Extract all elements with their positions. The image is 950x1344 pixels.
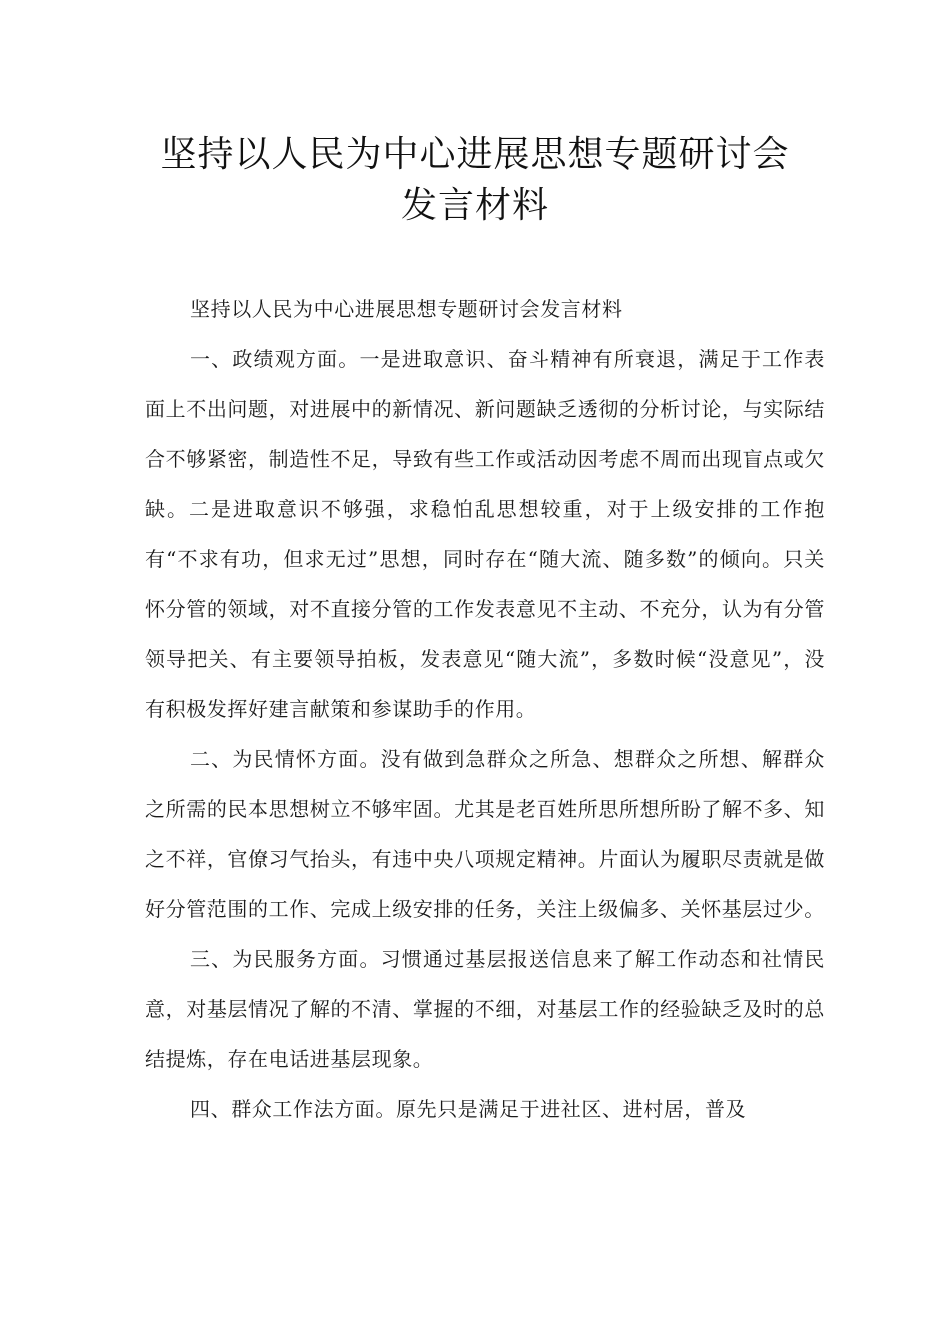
- document-title-line-2: 发言材料: [400, 185, 549, 226]
- body-paragraph-people-sentiment: 二、为民情怀方面。没有做到急群众之所急、想群众之所想、解群众之所需的民本思想树立不够牢固。尤其是老百姓所思所想所盼了解不多、知之不祥，官僚习气抬头，有违中央八项规定精神。片面认为履职尽责就是做好分管范围的工作、完成上级安排的任务，关注上级偏多、关怀基层过少。: [145, 747, 825, 921]
- document-title-line-1: 坚持以人民为中心进展思想专题研讨会: [160, 134, 790, 175]
- body-paragraph-political-performance: 一、政绩观方面。一是进取意识、奋斗精神有所衰退，满足于工作表面上不出问题，对进展中的新情况、新问题缺乏透彻的分析讨论，与实际结合不够紧密，制造性不足，导致有些工作或活动因考虑不周而出现盲点或欠缺。二是进取意识不够强，求稳怕乱思想较重，对于上级安排的工作抱有“不求有功，但求无过”思想，同时存在“随大流、随多数”的倾向。只关怀分管的领域，对不直接分管的工作发表意见不主动、不充分，认为有分管领导把关、有主要领导拍板，发表意见“随大流”，多数时候“没意见”，没有积极发挥好建言献策和参谋助手的作用。: [145, 347, 825, 721]
- body-paragraph-subtitle: 坚持以人民为中心进展思想专题研讨会发言材料: [190, 297, 623, 321]
- body-paragraph-people-service: 三、为民服务方面。习惯通过基层报送信息来了解工作动态和社情民意，对基层情况了解的不清、掌握的不细，对基层工作的经验缺乏及时的总结提炼，存在电话进基层现象。: [145, 947, 825, 1071]
- document-body: [145, 284, 825, 1134]
- body-paragraph-mass-work-method: 四、群众工作法方面。原先只是满足于进社区、进村居，普及: [190, 1097, 747, 1121]
